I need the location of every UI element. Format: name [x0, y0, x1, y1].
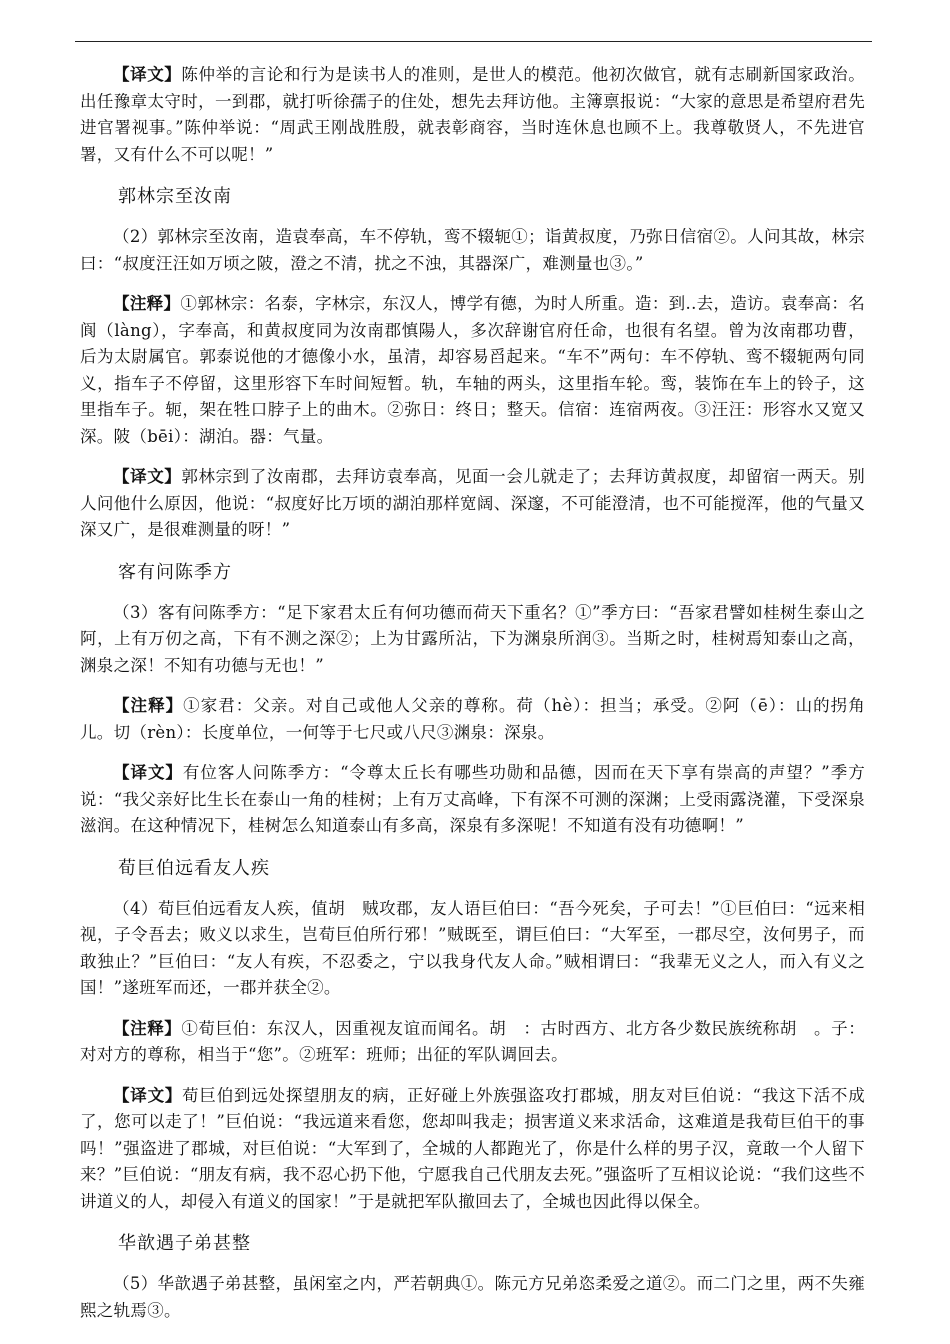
paragraph-original-5: [80, 1271, 865, 1324]
paragraph-original-2: [80, 224, 865, 277]
paragraph-notes-3: [80, 693, 865, 746]
paragraph-original-4: [80, 896, 865, 1002]
tag-label: 【译文】: [113, 467, 182, 486]
paragraph-text: 陈仲举的言论和行为是读书人的准则，是世人的模范。他初次做官，就有志刷新国家政治。出任豫章太守时，一到郡，就打听徐孺子的住处，想先去拜访他。主簿禀报说：“大家的意思是希望府君先进官署视事。”陈仲举说：“周武王刚战胜殷，就表彰商容，当时连休息也顾不上。我尊敬贤人，不先进官署，又有什么不可以呢！”: [80, 65, 865, 164]
paragraph-text: （2）郭林宗至汝南，造袁奉高，车不停轨，鸾不辍轭①；诣黄叔度，乃弥日信宿②。人问其故，林宗曰：“叔度汪汪如万顷之陂，澄之不清，扰之不浊，其器深广，难测量也③。”: [80, 227, 865, 273]
paragraph-notes-2: [80, 291, 865, 450]
section-heading: 客有问陈季方: [118, 561, 232, 583]
paragraph-translation-2: [80, 464, 865, 544]
tag-label: 【译文】: [113, 1085, 183, 1105]
tag-label: 【注释】: [113, 1018, 182, 1038]
section-heading: 郭林宗至汝南: [118, 186, 232, 207]
top-rule: [75, 41, 872, 42]
section-heading: 华歆遇子弟甚整: [118, 1233, 251, 1254]
paragraph-text: 郭林宗到了汝南郡，去拜访袁奉高，见面一会儿就走了；去拜访黄叔度，却留宿一两天。别人问他什么原因，他说：“叔度好比万顷的湖泊那样宽阔、深邃，不可能澄清，也不可能搅浑，他的气量又深又广，是很难测量的呀！”: [80, 467, 865, 539]
tag-label: 【译文】: [113, 763, 183, 782]
paragraph-text: ①家君：父亲。对自己或他人父亲的尊称。荷（hè）：担当；承受。②阿（ē）：山的拐角儿。切（rèn）：长度单位，一何等于七尺或八尺③渊泉：深泉。: [80, 696, 865, 742]
paragraph-text: 荀巨伯到远处探望朋友的病，正好碰上外族强盗攻打郡城，朋友对巨伯说：“我这下活不成了，您可以走了！”巨伯说：“我远道来看您，您却叫我走；损害道义来求活命，这难道是我荀巨伯干的事吗！”强盗进了郡城，对巨伯说：“大军到了，全城的人都跑光了，你是什么样的男子汉，竟敢一个人留下来？”巨伯说：“朋友有病，我不忍心扔下他，宁愿我自己代朋友去死。”强盗听了互相议论说：“我们这些不讲道义的人，却侵入有道义的国家！”于是就把军队撤回去了，全城也因此得以保全。: [80, 1085, 865, 1211]
paragraph-original-3: [80, 600, 865, 680]
section-heading: 荀巨伯远看友人疾: [118, 857, 270, 879]
paragraph-text: （4）荀巨伯远看友人疾，值胡 贼攻郡，友人语巨伯曰：“吾今死矣，子可去！”①巨伯曰：“远来相视，子令吾去；败义以求生，岂荀巨伯所行邪！”贼既至，谓巨伯曰：“大军至，一郡尽空，汝何男子，而敢独止？”巨伯曰：“友人有疾，不忍委之，宁以我身代友人命。”贼相谓曰：“我辈无义之人，而入有义之国！”遂班军而还，一郡并获全②。: [80, 898, 865, 997]
paragraph-translation-1: [80, 62, 865, 168]
paragraph-translation-4: [80, 1083, 865, 1216]
document-body: [80, 62, 865, 1338]
paragraph-text: ①郭林宗：名泰，字林宗，东汉人，博学有德，为时人所重。造：到..去，造访。袁奉高：名阆（làng），字奉高，和黄叔度同为汝南郡慎陽人，多次辞谢官府任命，也很有名望。曾为汝南郡功曹，后为太尉属官。郭泰说他的才德像小水，虽清，却容易舀起来。“车不”两句：车不停轨、鸾不辍轭两句同义，指车子不停留，这里形容下车时间短暂。轨，车轴的两头，这里指车轮。鸾，装饰在车上的铃子，这里指车子。轭，架在牲口脖子上的曲木。②弥日：终日；整天。信宿：连宿两夜。③汪汪：形容水又宽又深。陂（bēi）：湖泊。器：气量。: [80, 294, 865, 446]
paragraph-text: 有位客人问陈季方：“令尊太丘长有哪些功勋和品德，因而在天下享有崇高的声望？”季方说：“我父亲好比生长在泰山一角的桂树；上有万丈高峰，下有深不可测的深渊；上受雨露浇灌，下受深泉滋润。在这种情况下，桂树怎么知道泰山有多高，深泉有多深呢！不知道有没有功德啊！”: [80, 763, 865, 835]
tag-label: 【注释】: [113, 696, 184, 715]
tag-label: 【注释】: [113, 294, 181, 313]
paragraph-text: ①荀巨伯：东汉人，因重视友谊而闻名。胡 ：古时西方、北方各少数民族统称胡 。子：对对方的尊称，相当于“您”。②班军：班师；出征的军队调回去。: [80, 1018, 865, 1064]
paragraph-text: （3）客有问陈季方：“足下家君太丘有何功德而荷天下重名？①”季方曰：“吾家君譬如桂树生泰山之阿，上有万仞之高，下有不测之深②；上为甘露所沾，下为渊泉所润③。当斯之时，桂树焉知泰山之高，渊泉之深！不知有功德与无也！”: [80, 602, 865, 675]
paragraph-text: （5）华歆遇子弟甚整，虽闲室之内，严若朝典①。陈元方兄弟恣柔爱之道②。而二门之里，两不失雍熙之轨焉③。: [80, 1274, 865, 1320]
tag-label: 【译文】: [113, 65, 182, 84]
paragraph-translation-3: [80, 760, 865, 840]
paragraph-notes-4: [80, 1016, 865, 1069]
